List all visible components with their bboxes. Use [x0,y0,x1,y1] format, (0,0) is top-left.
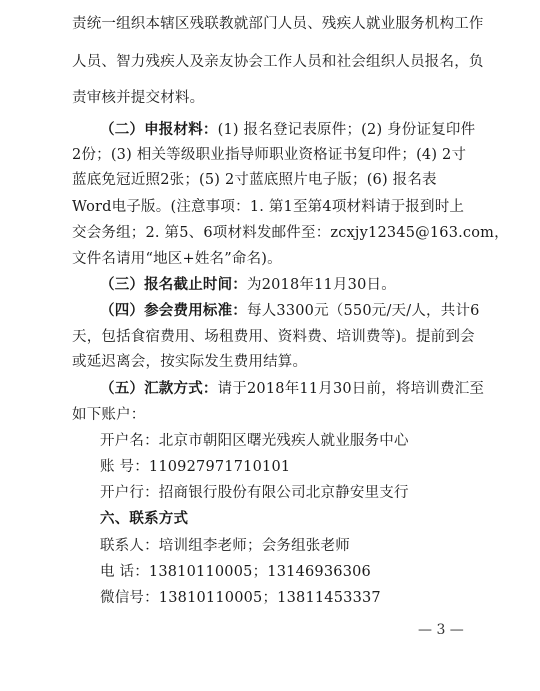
text-line: 文件名请用“地区+姓名”命名)。 [72,251,282,267]
text-span: 每人3300元（550元/天/人，共计6 [247,303,480,319]
section-heading: 六、联系方式 [100,511,189,527]
page-number: — 3 — [418,622,464,638]
text-line: 交会务组；2. 第5、6项材料发邮件至：zcxjy12345@163.com， [72,225,509,241]
text-line: 人员、智力残疾人及亲友协会工作人员和社会组织人员报名，负 [72,54,484,70]
paragraph-line [100,301,480,321]
contact-wechat: 微信号：13810110005；13811453337 [100,590,381,606]
text-line: 2份；(3) 相关等级职业指导师职业资格证书复印件；(4) 2寸 [72,147,467,163]
account-number: 账 号：110927971710101 [100,459,291,475]
paragraph-line [100,379,484,399]
text-span: (1) 报名登记表原件；(2) 身份证复印件 [217,122,476,138]
text-line: 或延迟离会，按实际发生费用结算。 [72,354,308,370]
text-line: 蓝底免冠近照2张；(5) 2寸蓝底照片电子版；(6) 报名表 [72,172,437,188]
section-heading: （二）申报材料： [100,121,218,138]
account-bank: 开户行：招商银行股份有限公司北京静安里支行 [100,485,409,501]
contact-person: 联系人：培训组李老师；会务组张老师 [100,538,350,554]
text-line: 责审核并提交材料。 [72,90,205,106]
section-heading: （四）参会费用标准： [100,302,247,319]
section-heading: （五）汇款方式： [100,380,218,397]
paragraph-line [100,275,396,295]
paragraph-line [100,120,475,140]
text-line: 天，包括食宿费用、场租费用、资料费、培训费等)。提前到会 [72,329,475,345]
contact-phone: 电 话：13810110005；13146936306 [100,564,371,580]
section-heading: （三）报名截止时间： [100,276,247,293]
text-span: 请于2018年11月30日前，将培训费汇至 [217,381,485,397]
account-name: 开户名：北京市朝阳区曙光残疾人就业服务中心 [100,433,409,449]
text-span: 为2018年11月30日。 [247,277,396,293]
text-line: 如下账户： [72,407,146,423]
text-line: 责统一组织本辖区残联教就部门人员、残疾人就业服务机构工作 [72,16,484,32]
text-line: Word电子版。(注意事项：1. 第1至第4项材料请于报到时上 [72,199,465,215]
